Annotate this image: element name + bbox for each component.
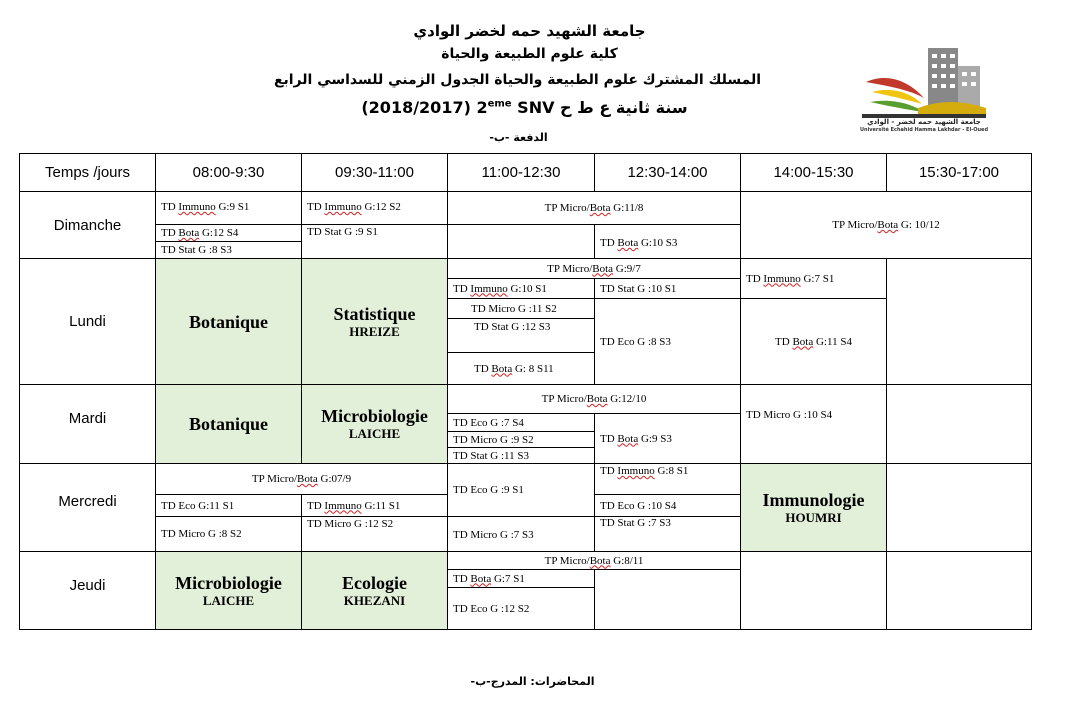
session-cell: TD Eco G :12 S2 [447, 587, 594, 629]
faculty-title: كلية علوم الطبيعة والحياة [441, 46, 618, 62]
session-cell: TD Stat G :8 S3 [155, 241, 301, 258]
session-cell: TD Bota G:9 S3 [594, 413, 740, 463]
lecture-cell: Immunologie HOUMRI [740, 463, 886, 551]
session-cell: TD Micro G :9 S2 [447, 431, 594, 447]
session-cell: TD Stat G :9 S1 [301, 224, 447, 258]
session-cell: TD Immuno G:12 S2 [301, 191, 447, 224]
empty-cell [886, 384, 1031, 463]
time-header: 12:30-14:00 [594, 153, 740, 191]
session-cell: TP Micro/Bota G:8/11 [447, 551, 740, 569]
session-cell: TD Micro G :12 S2 [301, 516, 447, 551]
level-title: سنة ثانية ع ط ح 2eme SNV (2018/2017) [361, 98, 688, 117]
day-label-lundi: Lundi [19, 258, 155, 384]
lecture-cell: Ecologie KHEZANI [301, 551, 447, 629]
time-header: 09:30-11:00 [301, 153, 447, 191]
group-title: الدفعة -ب- [489, 131, 548, 144]
empty-cell [740, 551, 886, 629]
logo-caption-arabic: جامعة الشهيد حمه لخضر - الوادي [867, 118, 981, 126]
time-header: 11:00-12:30 [447, 153, 594, 191]
day-label-mardi: Mardi [19, 384, 155, 463]
session-cell: TP Micro/Bota G:12/10 [447, 384, 740, 413]
empty-cell [594, 569, 740, 629]
session-cell: TD Eco G :7 S4 [447, 413, 594, 431]
day-label-jeudi: Jeudi [19, 551, 155, 629]
session-cell: TP Micro/Bota G:07/9 [155, 463, 447, 494]
time-header: 14:00-15:30 [740, 153, 886, 191]
session-cell: TD Stat G :10 S1 [594, 278, 740, 298]
lecture-cell: Botanique [155, 258, 301, 384]
lecture-cell: Microbiologie LAICHE [155, 551, 301, 629]
lecture-cell: Microbiologie LAICHE [301, 384, 447, 463]
session-cell: TD Bota G:7 S1 [447, 569, 594, 587]
session-cell: TD Bota G: 8 S11 [447, 352, 594, 384]
lecture-cell: Botanique [155, 384, 301, 463]
empty-cell [886, 258, 1031, 384]
day-label-dimanche: Dimanche [19, 191, 155, 258]
session-cell: TD Bota G:10 S3 [594, 224, 740, 258]
university-title: جامعة الشهيد حمه لخضر الوادي [413, 22, 646, 40]
session-cell: TD Eco G :10 S4 [594, 494, 740, 516]
session-cell: TD Eco G:11 S1 [155, 494, 301, 516]
empty-cell [447, 224, 594, 258]
session-cell: TP Micro/Bota G: 10/12 [740, 191, 1031, 258]
session-cell: TD Immuno G:11 S1 [301, 494, 447, 516]
day-label-mercredi: Mercredi [19, 463, 155, 551]
session-cell: TD Eco G :9 S1 [447, 463, 594, 516]
logo-caption-french: Université Echahid Hamma Lakhdar - El-Oued [859, 127, 989, 133]
session-cell: TD Micro G :11 S2 [447, 298, 594, 318]
time-header: 15:30-17:00 [886, 153, 1031, 191]
session-cell: TD Stat G :11 S3 [447, 447, 594, 463]
session-cell: TD Micro G :8 S2 [155, 516, 301, 551]
session-cell: TD Stat G :12 S3 [447, 318, 594, 352]
session-cell: TP Micro/Bota G:9/7 [447, 258, 740, 278]
footer-note: المحاضرات: المدرج-ب- [470, 675, 595, 688]
session-cell: TD Immuno G:10 S1 [447, 278, 594, 298]
session-cell: TD Bota G:11 S4 [740, 298, 886, 384]
session-cell: TD Immuno G:8 S1 [594, 463, 740, 494]
corner-header: Temps /jours [19, 153, 155, 191]
session-cell: TD Eco G :8 S3 [594, 298, 740, 384]
lecture-cell: Statistique HREIZE [301, 258, 447, 384]
session-cell: TD Immuno G:7 S1 [740, 258, 886, 298]
empty-cell [886, 551, 1031, 629]
session-cell: TD Bota G:12 S4 [155, 224, 301, 241]
session-cell: TD Micro G :7 S3 [447, 516, 594, 551]
session-cell: TD Micro G :10 S4 [740, 384, 886, 463]
time-header: 08:00-9:30 [155, 153, 301, 191]
empty-cell [886, 463, 1031, 551]
session-cell: TD Immuno G:9 S1 [155, 191, 301, 224]
session-cell: TD Stat G :7 S3 [594, 516, 740, 551]
session-cell: TP Micro/Bota G:11/8 [447, 191, 740, 224]
program-title: المسلك المشترك علوم الطبيعة والحياة الجدول الزمني للسداسي الرابع [273, 72, 762, 88]
